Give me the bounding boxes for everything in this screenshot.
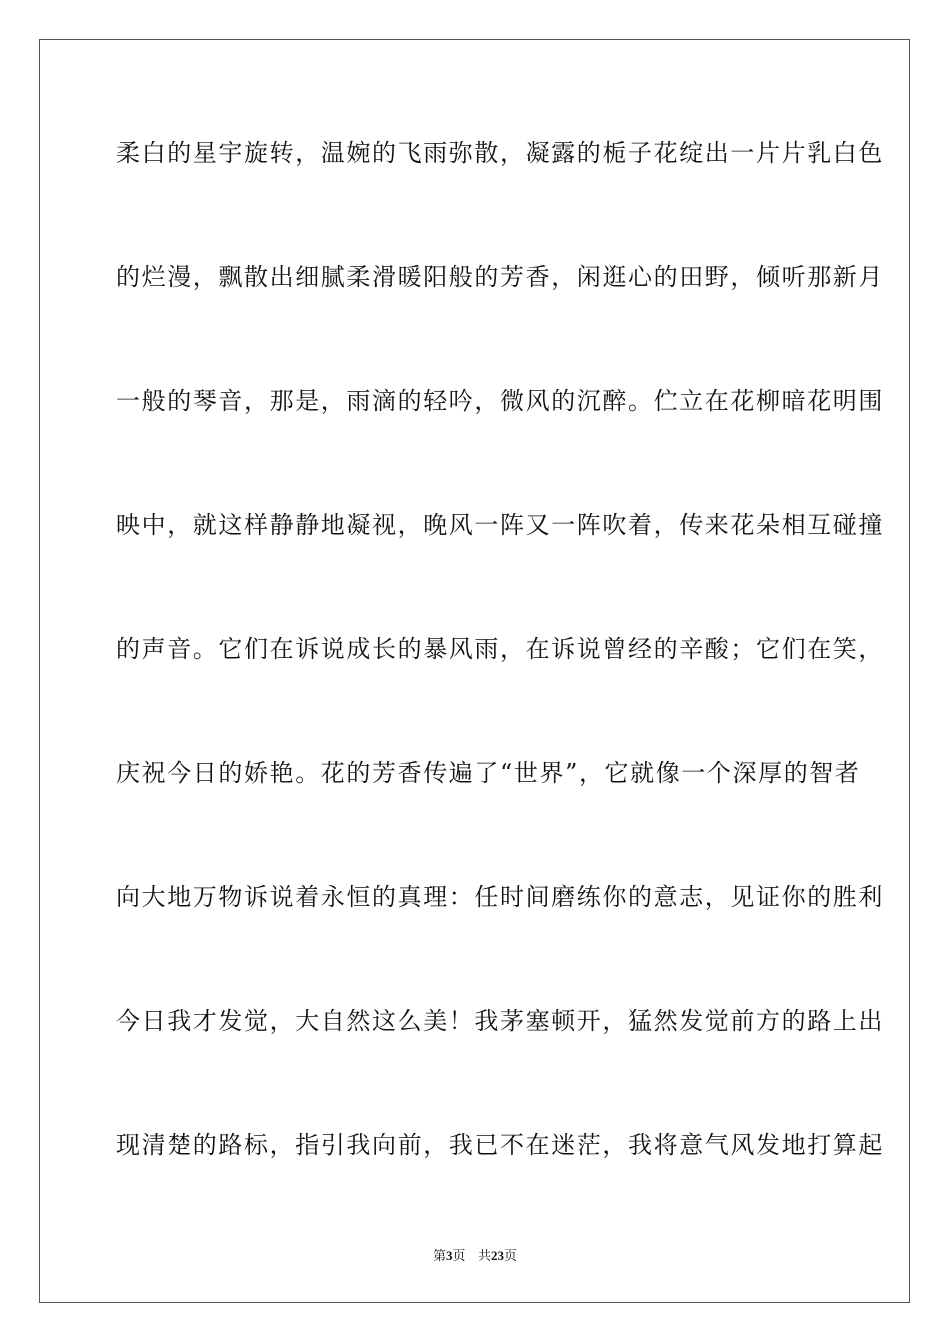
text-line: 今日我才发觉，大自然这么美！我茅塞顿开，猛然发觉前方的路上出 — [116, 1007, 884, 1035]
footer-total-suffix: 页 — [503, 1249, 517, 1264]
page-footer — [0, 1248, 950, 1265]
text-line: 向大地万物诉说着永恒的真理：任时间磨练你的意志，见证你的胜利 — [116, 883, 884, 911]
footer-total-pages: 23 — [490, 1248, 504, 1263]
text-line: 的烂漫，飘散出细腻柔滑暖阳般的芳香，闲逛心的田野，倾听那新月 — [116, 263, 884, 291]
text-line: 庆祝今日的娇艳。花的芳香传遍了“世界”，它就像一个深厚的智者 — [116, 759, 861, 787]
footer-page-prefix: 第 — [433, 1249, 447, 1264]
text-line: 的声音。它们在诉说成长的暴风雨，在诉说曾经的辛酸；它们在笑， — [116, 635, 884, 663]
page-border — [39, 39, 910, 1303]
text-line: 柔白的星宇旋转，温婉的飞雨弥散，凝露的栀子花绽出一片片乳白色 — [116, 139, 884, 167]
text-line: 现清楚的路标，指引我向前，我已不在迷茫，我将意气风发地打算起 — [116, 1131, 884, 1159]
text-line: 映中，就这样静静地凝视，晚风一阵又一阵吹着，传来花朵相互碰撞 — [116, 511, 884, 539]
footer-page-number: 3 — [446, 1248, 453, 1263]
text-line: 一般的琴音，那是，雨滴的轻吟，微风的沉醉。伫立在花柳暗花明围 — [116, 387, 884, 415]
footer-total-prefix: 共 — [477, 1249, 491, 1264]
footer-page-suffix: 页 — [452, 1249, 466, 1264]
